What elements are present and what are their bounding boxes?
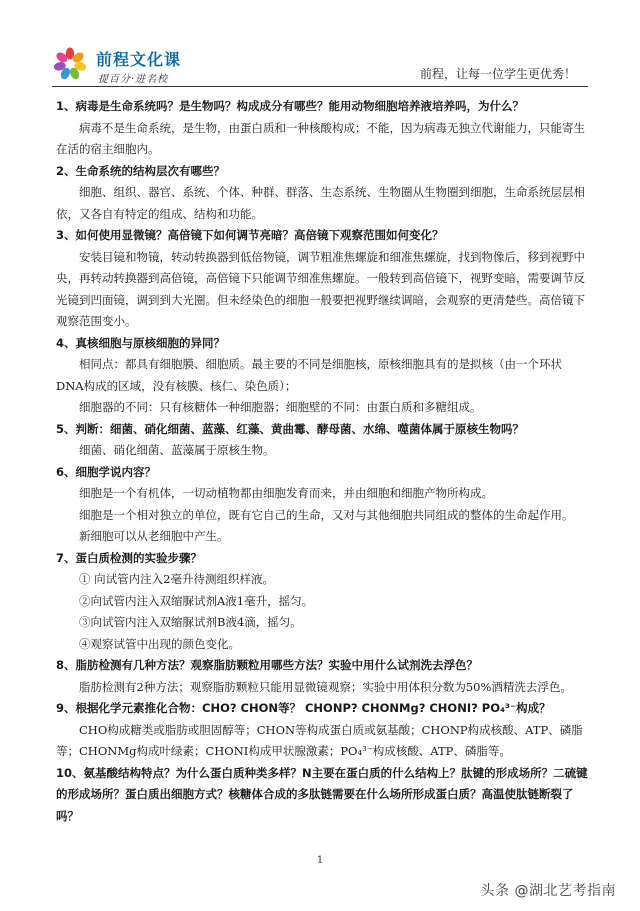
qa-item — [56, 548, 588, 656]
question-heading: 4、真核细胞与原核细胞的异同？ — [56, 335, 225, 350]
page-number: 1 — [316, 855, 324, 866]
watermark: 头条 @湖北艺考指南 — [480, 883, 616, 899]
question-heading: 5、判断：细菌、硝化细菌、蓝藻、红藻、黄曲霉、酵母菌、水绵、噬菌体属于原核生物吗？ — [56, 421, 524, 436]
question-heading: 2、生命系统的结构层次有哪些？ — [56, 163, 225, 178]
answer-paragraph: 细胞是一个有机体，一切动植物都由细胞发育而来，并由细胞和细胞产物所构成。 — [79, 486, 493, 500]
answer-paragraph: 细胞是一个相对独立的单位，既有它自己的生命，又对与其他细胞共同组成的整体的生命起作用。 — [79, 507, 574, 522]
answer-step: ③向试管内注入双缩脲试剂B液4滴，摇匀。 — [79, 615, 302, 629]
question-heading: 10、氨基酸结构特点？为什么蛋白质种类多样？N主要在蛋白质的什么结构上？肽键的形成场所？二硫键的形成场所？蛋白质出细胞方式？核糖体合成的多肽链需要在什么场所形成蛋白质？高温使肽链断裂了吗？ — [56, 765, 588, 823]
qa-item — [56, 419, 588, 462]
qa-content — [56, 96, 588, 827]
answer-paragraph: 细菌、硝化细菌、蓝藻属于原核生物。 — [79, 443, 275, 457]
qa-item — [56, 225, 588, 333]
answer-paragraph: CHO构成糖类或脂肪或胆固醇等；CHON等构成蛋白质或氨基酸；CHONP构成核酸、ATP、磷脂等；CHONMg构成叶绿素；CHONI构成甲状腺激素；PO₄³⁻构成核酸、ATP、磷脂等。 — [56, 722, 583, 758]
question-heading: 1、病毒是生命系统吗？是生物吗？构成成分有哪些？能用动物细胞培养液培养吗，为什么？ — [56, 99, 524, 113]
qa-item — [56, 333, 588, 419]
answer-paragraph: 细胞器的不同：只有核糖体一种细胞器；细胞壁的不同：由蛋白质和多糖组成。 — [79, 400, 482, 414]
question-heading: 8、脂肪检测有几种方法？观察脂肪颗粒用哪些方法？实验中用什么试剂洗去浮色？ — [56, 658, 478, 672]
answer-step: ④观察试管中出现的颜色变化。 — [79, 636, 240, 651]
header-motto: 前程，让每一位学生更优秀！ — [419, 67, 576, 81]
qa-item — [56, 161, 588, 226]
header-divider — [52, 86, 588, 87]
logo-petal — [66, 48, 74, 60]
answer-paragraph: 相同点：都具有细胞膜、细胞质。最主要的不同是细胞核，原核细胞具有的是拟核（由一个环状DNA构成的区域，没有核膜、核仁、染色质）； — [56, 357, 562, 393]
answer-paragraph: 脂肪检测有2种方法；观察脂肪颗粒只能用显微镜观察；实验中用体积分数为50%酒精洗去浮色。 — [79, 679, 572, 694]
question-heading: 6、细胞学说内容？ — [56, 464, 157, 479]
flower-logo-icon — [52, 46, 88, 82]
brand-slogan: 提百分·进名校 — [98, 74, 169, 85]
answer-step: ① 向试管内注入2毫升待测组织样液。 — [79, 572, 274, 586]
answer-paragraph: 新细胞可以从老细胞中产生。 — [79, 529, 229, 543]
answer-step: ②向试管内注入双缩脲试剂A液1毫升，摇匀。 — [79, 593, 314, 608]
qa-item — [56, 655, 588, 698]
answer-paragraph: 病毒不是生命系统，是生物，由蛋白质和一种核酸构成；不能，因为病毒无独立代谢能力，只能寄生在活的宿主细胞内。 — [56, 120, 585, 156]
qa-item — [56, 698, 588, 763]
brand-name: 前程文化课 — [96, 50, 182, 69]
answer-paragraph: 细胞、组织、器官、系统、个体、种群、群落、生态系统、生物圈从生物圈到细胞，生命系统层层相依，又各自有特定的组成、结构和功能。 — [56, 185, 585, 221]
question-heading: 7、蛋白质检测的实验步骤？ — [56, 550, 203, 565]
answer-paragraph: 安装目镜和物镜，转动转换器到低倍物镜，调节粗准焦螺旋和细准焦螺旋，找到物像后，移到视野中央，再转动转换器到高倍镜，高倍镜下只能调节细准焦螺旋。一般转到高倍镜下，视野变暗，需要调节反光镜到凹面镜，调到到大光圈。但未经染色的细胞一般要把视野继续调暗，会观察的更清楚些。高倍镜下观察范围变小。 — [56, 249, 585, 328]
qa-item — [56, 763, 588, 828]
question-heading: 3、如何使用显微镜？高倍镜下如何调节亮暗？高倍镜下观察范围如何变化？ — [56, 228, 444, 242]
qa-item — [56, 462, 588, 548]
question-heading: 9、根据化学元素推化合物：CHO? CHON等？ CHONP? CHONMg? CHONI? PO₄³⁻构成？ — [56, 701, 551, 715]
qa-item — [56, 96, 588, 161]
